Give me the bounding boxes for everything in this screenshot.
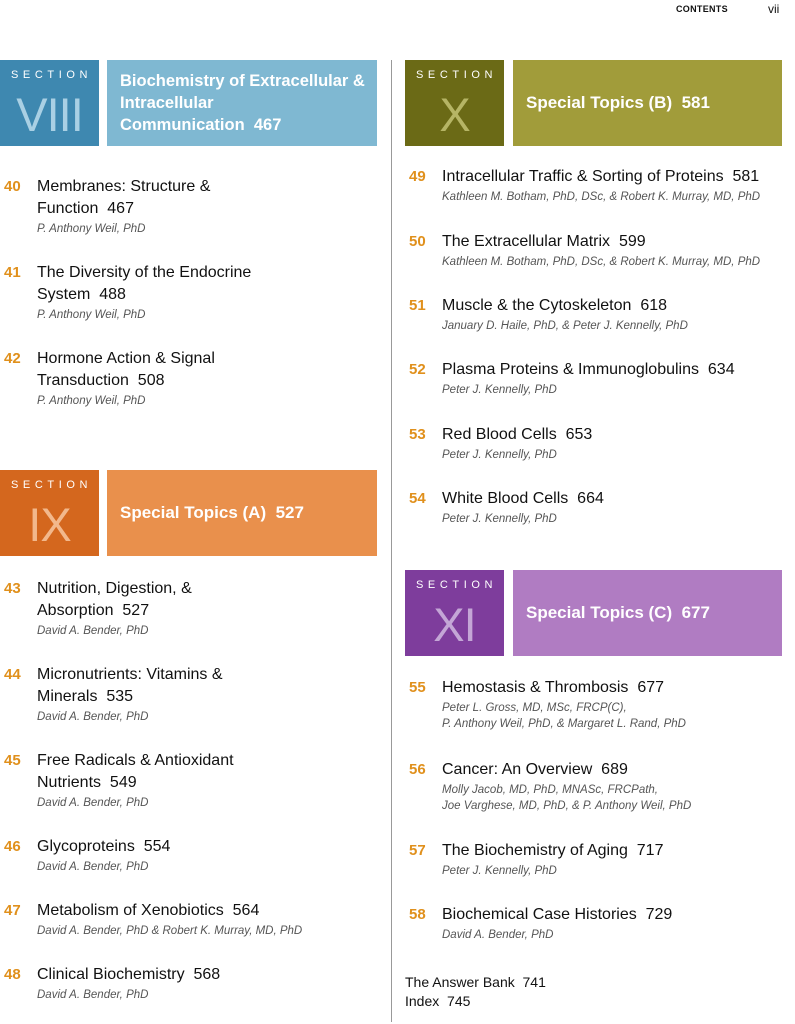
section-word: SECTION <box>415 579 498 591</box>
answer-bank-label: The Answer Bank <box>405 974 515 990</box>
chapter-page: 488 <box>99 286 126 303</box>
chapter-title[interactable]: Biochemical Case Histories 729 <box>442 906 673 923</box>
chapter-number: 54 <box>409 490 426 507</box>
section-page: 581 <box>681 93 710 112</box>
chapter-number: 55 <box>409 679 426 696</box>
chapter-page: 535 <box>106 688 134 705</box>
chapter-title[interactable]: Cancer: An Overview 689 <box>442 761 628 778</box>
chapter-title[interactable]: The Diversity of the Endocrine System 488 <box>37 264 252 303</box>
chapter-page: 564 <box>232 902 260 919</box>
chapter-number: 46 <box>4 838 21 855</box>
chapter-author: David A. Bender, PhD <box>37 861 149 873</box>
chapter-title[interactable]: Plasma Proteins & Immunoglobulins 634 <box>442 361 735 378</box>
chapter-author: Molly Jacob, MD, PhD, MNASc, FRCPath, <box>442 784 658 796</box>
chapter-title[interactable]: Clinical Biochemistry 568 <box>37 966 221 983</box>
chapter-title[interactable]: The Extracellular Matrix 599 <box>442 233 646 250</box>
chapter-author: Kathleen M. Botham, PhD, DSc, & Robert K. Murray, MD, PhD <box>442 256 761 268</box>
section-numeral: X <box>439 88 470 141</box>
chapter-author: Joe Varghese, MD, PhD, & P. Anthony Weil, PhD <box>442 800 692 812</box>
section-viii-title-box[interactable] <box>107 60 377 146</box>
running-header-label: CONTENTS <box>676 4 728 14</box>
chapter-author: David A. Bender, PhD <box>37 797 149 809</box>
section-numeral: VIII <box>16 88 83 141</box>
section-word: SECTION <box>415 69 498 81</box>
chapter-author: January D. Haile, PhD, & Peter J. Kennelly, PhD <box>442 320 688 332</box>
chapter-number: 56 <box>409 761 426 778</box>
section-title: Special Topics (B) <box>526 93 673 112</box>
section-x-title-box[interactable] <box>513 60 782 146</box>
chapter-page: 618 <box>640 297 668 314</box>
chapter-author: Peter J. Kennelly, PhD <box>442 865 557 877</box>
chapter-title[interactable]: Red Blood Cells 653 <box>442 426 593 443</box>
chapter-title[interactable]: Intracellular Traffic & Sorting of Proteins 581 <box>442 168 760 185</box>
chapter-title[interactable]: Metabolism of Xenobiotics 564 <box>37 902 260 919</box>
chapter-number: 52 <box>409 361 426 378</box>
chapter-number: 40 <box>4 178 21 195</box>
chapter-number: 43 <box>4 580 21 597</box>
chapter-title[interactable]: Free Radicals & Antioxidant Nutrients 549 <box>37 752 234 791</box>
chapter-author: David A. Bender, PhD & Robert K. Murray, MD, PhD <box>37 925 303 937</box>
chapter-number: 58 <box>409 906 426 923</box>
section-title: Special Topics (A) <box>120 503 267 522</box>
index-entry[interactable] <box>405 991 470 1011</box>
section-page: 677 <box>681 603 710 622</box>
section-title: Biochemistry of Extracellular & Intracellular Communication <box>120 72 365 134</box>
chapter-number: 41 <box>4 264 21 281</box>
chapter-page: 677 <box>637 679 665 696</box>
section-x-number-box <box>405 60 504 146</box>
chapter-title[interactable]: White Blood Cells 664 <box>442 490 604 507</box>
chapter-number: 49 <box>409 168 426 185</box>
chapter-author: P. Anthony Weil, PhD, & Margaret L. Rand, PhD <box>442 718 686 730</box>
chapter-number: 57 <box>409 842 426 859</box>
chapter-page: 634 <box>707 361 735 378</box>
chapter-page: 467 <box>107 200 134 217</box>
section-ix-title-box[interactable] <box>107 470 377 556</box>
section-page: 467 <box>253 116 282 134</box>
chapter-number: 42 <box>4 350 21 367</box>
chapter-title[interactable]: Hemostasis & Thrombosis 677 <box>442 679 665 696</box>
chapter-page: 581 <box>732 168 760 185</box>
section-title: Special Topics (C) <box>526 603 673 622</box>
chapter-title[interactable]: Muscle & the Cytoskeleton 618 <box>442 297 668 314</box>
chapter-title[interactable]: Micronutrients: Vitamins & Minerals 535 <box>37 666 223 705</box>
chapter-page: 527 <box>122 602 150 619</box>
chapter-number: 44 <box>4 666 21 683</box>
answer-bank-page: 741 <box>522 974 546 990</box>
chapter-title[interactable]: Nutrition, Digestion, & Absorption 527 <box>37 580 192 619</box>
chapter-author: P. Anthony Weil, PhD <box>37 395 146 407</box>
chapter-title[interactable]: Hormone Action & Signal Transduction 508 <box>37 350 215 389</box>
chapter-number: 51 <box>409 297 426 314</box>
chapter-page: 599 <box>618 233 646 250</box>
chapter-page: 689 <box>601 761 628 778</box>
chapter-number: 47 <box>4 902 21 919</box>
section-numeral: IX <box>28 498 71 551</box>
section-page: 527 <box>275 503 304 522</box>
chapter-page: 554 <box>143 838 171 855</box>
chapter-author: P. Anthony Weil, PhD <box>37 223 146 235</box>
chapter-page: 717 <box>636 842 664 859</box>
chapter-author: P. Anthony Weil, PhD <box>37 309 146 321</box>
chapter-number: 45 <box>4 752 21 769</box>
chapter-author: Peter J. Kennelly, PhD <box>442 384 557 396</box>
chapter-author: Peter J. Kennelly, PhD <box>442 449 557 461</box>
chapter-number: 48 <box>4 966 21 983</box>
chapter-title[interactable]: Glycoproteins 554 <box>37 838 171 855</box>
chapter-title[interactable]: Membranes: Structure & Function 467 <box>37 178 211 217</box>
section-viii-number-box <box>0 60 99 146</box>
column-divider <box>391 60 392 1022</box>
chapter-page: 508 <box>137 372 165 389</box>
chapter-page: 653 <box>565 426 593 443</box>
chapter-author: David A. Bender, PhD <box>37 625 149 637</box>
chapter-author: Peter J. Kennelly, PhD <box>442 513 557 525</box>
section-xi-number-box <box>405 570 504 656</box>
chapter-number: 50 <box>409 233 426 250</box>
chapter-page: 568 <box>193 966 221 983</box>
chapter-page: 729 <box>645 906 673 923</box>
chapter-author: Kathleen M. Botham, PhD, DSc, & Robert K. Murray, MD, PhD <box>442 191 761 203</box>
section-ix-number-box <box>0 470 99 556</box>
index-page: 745 <box>447 993 471 1009</box>
running-header-page-number: vii <box>768 2 780 16</box>
answer-bank-entry[interactable] <box>405 972 546 992</box>
section-numeral: XI <box>433 598 476 651</box>
chapter-author: David A. Bender, PhD <box>37 989 149 1001</box>
chapter-number: 53 <box>409 426 426 443</box>
section-xi-title-box[interactable] <box>513 570 782 656</box>
section-word: SECTION <box>10 479 93 491</box>
chapter-author: David A. Bender, PhD <box>37 711 149 723</box>
chapter-page: 664 <box>577 490 604 507</box>
chapter-page: 549 <box>109 774 137 791</box>
section-word: SECTION <box>10 69 93 81</box>
index-label: Index <box>405 993 440 1009</box>
chapter-title[interactable]: The Biochemistry of Aging 717 <box>442 842 664 859</box>
chapter-author: David A. Bender, PhD <box>442 929 554 941</box>
chapter-author: Peter L. Gross, MD, MSc, FRCP(C), <box>442 702 627 714</box>
